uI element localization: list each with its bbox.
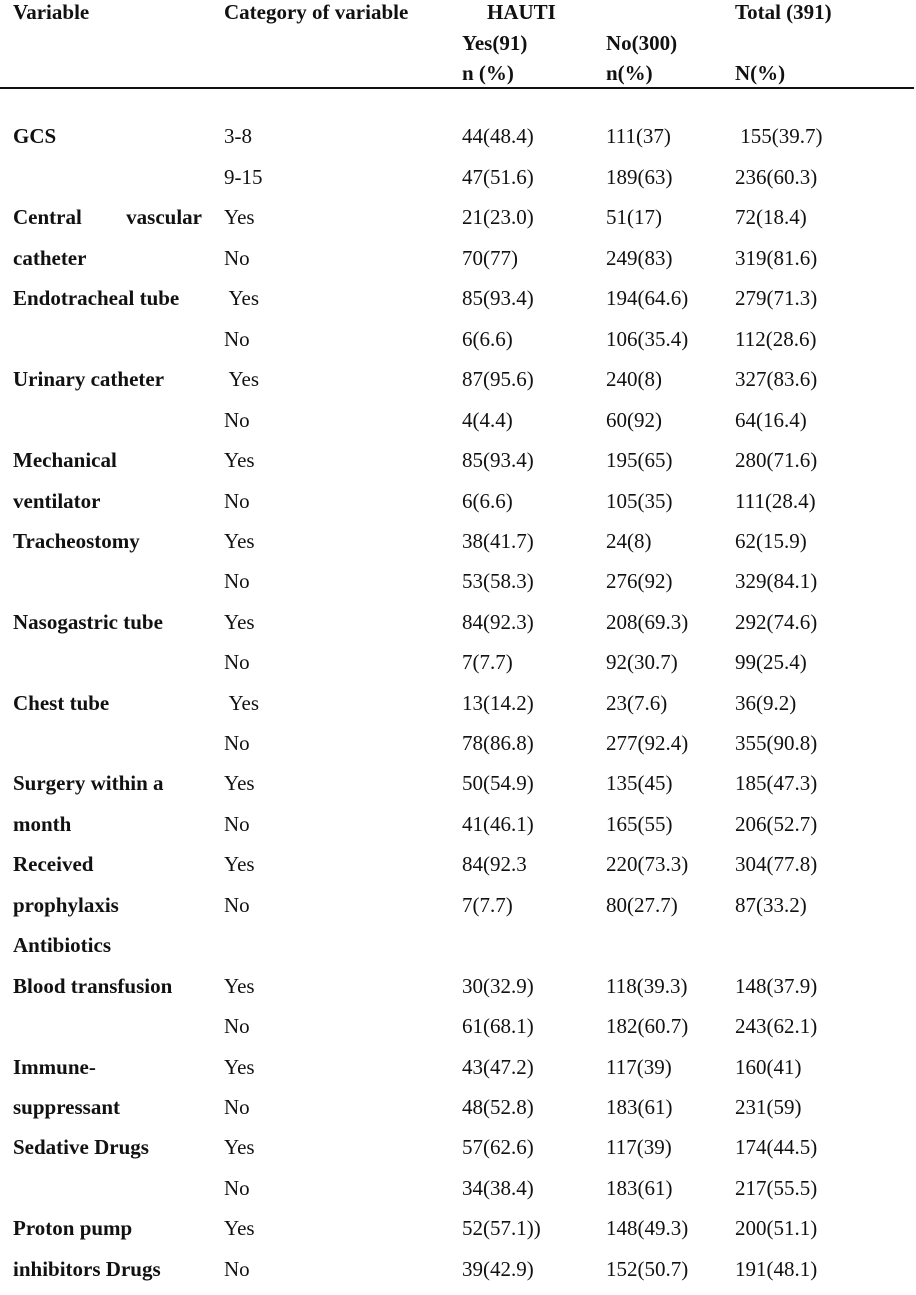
table-row <box>0 487 916 527</box>
total-cell: 217(55.5) <box>735 1176 818 1200</box>
variable-cell: Endotracheal tube <box>13 286 180 310</box>
total-cell: 185(47.3) <box>735 771 818 795</box>
hauti-no-cell: 277(92.4) <box>606 731 689 755</box>
hauti-no-cell: 220(73.3) <box>606 852 689 876</box>
table-row <box>0 931 916 971</box>
category-cell: 9-15 <box>224 165 263 189</box>
total-cell: 200(51.1) <box>735 1216 818 1240</box>
hauti-no-cell: 135(45) <box>606 771 673 795</box>
hauti-yes-cell: 43(47.2) <box>462 1055 534 1079</box>
total-cell: 243(62.1) <box>735 1014 818 1038</box>
category-cell: Yes <box>224 691 260 715</box>
hauti-no-cell: 51(17) <box>606 205 662 229</box>
hauti-no-cell: 165(55) <box>606 812 673 836</box>
total-cell: 99(25.4) <box>735 650 807 674</box>
total-cell: 155(39.7) <box>735 124 823 148</box>
table-row <box>0 244 916 284</box>
table-row <box>0 1214 916 1254</box>
hauti-yes-cell: 52(57.1)) <box>462 1216 541 1240</box>
hauti-no-cell: 208(69.3) <box>606 610 689 634</box>
hauti-yes-cell: 57(62.6) <box>462 1135 534 1159</box>
variable-cell: GCS <box>13 124 57 148</box>
hauti-no-cell: 148(49.3) <box>606 1216 689 1240</box>
total-cell: 236(60.3) <box>735 165 818 189</box>
category-cell: Yes <box>224 1216 255 1240</box>
hauti-no-cell: 276(92) <box>606 569 673 593</box>
table-row <box>0 850 916 890</box>
category-cell: 3-8 <box>224 124 252 148</box>
hauti-yes-cell: 48(52.8) <box>462 1095 534 1119</box>
header-hauti: HAUTI <box>487 0 556 24</box>
hauti-yes-cell: 30(32.9) <box>462 974 534 998</box>
total-cell: 72(18.4) <box>735 205 807 229</box>
hauti-no-cell: 24(8) <box>606 529 652 553</box>
header-yes: Yes(91) <box>462 31 528 55</box>
hauti-no-cell: 80(27.7) <box>606 893 678 917</box>
hauti-yes-cell: 6(6.6) <box>462 327 513 351</box>
variable-cell: Proton pump <box>13 1216 133 1240</box>
total-cell: 36(9.2) <box>735 691 797 715</box>
table-row <box>0 527 916 567</box>
hauti-yes-cell: 7(7.7) <box>462 893 513 917</box>
hauti-yes-cell: 21(23.0) <box>462 205 534 229</box>
hauti-no-cell: 194(64.6) <box>606 286 689 310</box>
table-row <box>0 1012 916 1052</box>
hauti-yes-cell: 78(86.8) <box>462 731 534 755</box>
table-row <box>0 567 916 607</box>
table-row <box>0 769 916 809</box>
variable-word: Central <box>13 205 82 229</box>
total-cell: 64(16.4) <box>735 408 807 432</box>
hauti-no-cell: 105(35) <box>606 489 673 513</box>
total-cell: 174(44.5) <box>735 1135 818 1159</box>
hauti-yes-cell: 13(14.2) <box>462 691 534 715</box>
header-total-unit: N(%) <box>735 61 786 85</box>
table-row <box>0 325 916 365</box>
total-cell: 304(77.8) <box>735 852 818 876</box>
variable-cell: Urinary catheter <box>13 367 165 391</box>
hauti-yes-cell: 41(46.1) <box>462 812 534 836</box>
category-cell: Yes <box>224 205 255 229</box>
table-row <box>0 284 916 324</box>
category-cell: No <box>224 731 250 755</box>
hauti-yes-cell: 85(93.4) <box>462 286 534 310</box>
variable-cell: inhibitors Drugs <box>13 1257 161 1281</box>
hauti-yes-cell: 70(77) <box>462 246 518 270</box>
total-cell: 292(74.6) <box>735 610 818 634</box>
header-category: Category of variable <box>224 0 409 24</box>
table-row <box>0 365 916 405</box>
hauti-no-cell: 106(35.4) <box>606 327 689 351</box>
variable-cell: Tracheostomy <box>13 529 140 553</box>
hauti-no-cell: 152(50.7) <box>606 1257 689 1281</box>
hauti-yes-cell: 84(92.3) <box>462 610 534 634</box>
table-row <box>0 163 916 203</box>
category-cell: No <box>224 246 250 270</box>
table-row <box>0 122 916 162</box>
table-row <box>0 810 916 850</box>
total-cell: 112(28.6) <box>735 327 817 351</box>
hauti-yes-cell: 38(41.7) <box>462 529 534 553</box>
category-cell: Yes <box>224 771 255 795</box>
category-cell: Yes <box>224 367 260 391</box>
total-cell: 191(48.1) <box>735 1257 818 1281</box>
hauti-yes-cell: 84(92.3 <box>462 852 527 876</box>
total-cell: 87(33.2) <box>735 893 807 917</box>
hauti-no-cell: 117(39) <box>606 1135 672 1159</box>
category-cell: No <box>224 1014 250 1038</box>
header-no-unit: n(%) <box>606 61 653 85</box>
hauti-no-cell: 60(92) <box>606 408 662 432</box>
table-row <box>0 1053 916 1093</box>
hauti-no-cell: 23(7.6) <box>606 691 668 715</box>
variable-cell: Mechanical <box>13 448 117 472</box>
table-row <box>0 406 916 446</box>
table-row <box>0 446 916 486</box>
variable-cell: Chest tube <box>13 691 110 715</box>
total-cell: 62(15.9) <box>735 529 807 553</box>
variable-cell <box>13 203 202 231</box>
category-cell: No <box>224 1257 250 1281</box>
hauti-yes-cell: 61(68.1) <box>462 1014 534 1038</box>
hauti-yes-cell: 85(93.4) <box>462 448 534 472</box>
header-no: No(300) <box>606 31 678 55</box>
variable-cell: Received <box>13 852 94 876</box>
category-cell: Yes <box>224 610 255 634</box>
category-cell: Yes <box>224 852 255 876</box>
category-cell: No <box>224 327 250 351</box>
category-cell: Yes <box>224 1135 255 1159</box>
category-cell: No <box>224 569 250 593</box>
hauti-yes-cell: 47(51.6) <box>462 165 534 189</box>
total-cell: 160(41) <box>735 1055 802 1079</box>
variable-cell: Surgery within a <box>13 771 164 795</box>
variable-cell: catheter <box>13 246 87 270</box>
total-cell: 329(84.1) <box>735 569 818 593</box>
hauti-no-cell: 183(61) <box>606 1095 673 1119</box>
total-cell: 355(90.8) <box>735 731 818 755</box>
hauti-no-cell: 189(63) <box>606 165 673 189</box>
table-row <box>0 648 916 688</box>
hauti-yes-cell: 39(42.9) <box>462 1257 534 1281</box>
total-cell: 206(52.7) <box>735 812 818 836</box>
header-yes-unit: n (%) <box>462 61 514 85</box>
total-cell: 279(71.3) <box>735 286 818 310</box>
hauti-yes-cell: 6(6.6) <box>462 489 513 513</box>
header-total: Total (391) <box>735 0 832 24</box>
hauti-yes-cell: 87(95.6) <box>462 367 534 391</box>
table-row <box>0 1255 916 1295</box>
hauti-yes-cell: 7(7.7) <box>462 650 513 674</box>
hauti-no-cell: 118(39.3) <box>606 974 688 998</box>
table-row <box>0 608 916 648</box>
header-rule <box>0 87 914 89</box>
table-row <box>0 1133 916 1173</box>
category-cell: Yes <box>224 448 255 472</box>
category-cell: No <box>224 812 250 836</box>
category-cell: No <box>224 893 250 917</box>
table-row <box>0 972 916 1012</box>
variable-cell: month <box>13 812 72 836</box>
category-cell: Yes <box>224 1055 255 1079</box>
variable-cell: Sedative Drugs <box>13 1135 149 1159</box>
variable-cell: ventilator <box>13 489 101 513</box>
header-variable: Variable <box>13 0 90 24</box>
hauti-no-cell: 117(39) <box>606 1055 672 1079</box>
hauti-yes-cell: 4(4.4) <box>462 408 513 432</box>
total-cell: 280(71.6) <box>735 448 818 472</box>
total-cell: 327(83.6) <box>735 367 818 391</box>
category-cell: Yes <box>224 974 255 998</box>
hauti-no-cell: 249(83) <box>606 246 673 270</box>
table-row <box>0 689 916 729</box>
table-row <box>0 203 916 243</box>
hauti-no-cell: 182(60.7) <box>606 1014 689 1038</box>
variable-cell: Nasogastric tube <box>13 610 163 634</box>
hauti-no-cell: 240(8) <box>606 367 662 391</box>
category-cell: Yes <box>224 286 260 310</box>
hauti-yes-cell: 53(58.3) <box>462 569 534 593</box>
table-row <box>0 1174 916 1214</box>
hauti-no-cell: 92(30.7) <box>606 650 678 674</box>
variable-cell: Blood transfusion <box>13 974 173 998</box>
category-cell: No <box>224 1176 250 1200</box>
table-row <box>0 891 916 931</box>
category-cell: No <box>224 489 250 513</box>
total-cell: 111(28.4) <box>735 489 816 513</box>
variable-word: vascular <box>126 205 202 229</box>
total-cell: 319(81.6) <box>735 246 818 270</box>
variable-cell: Antibiotics <box>13 933 112 957</box>
category-cell: Yes <box>224 529 255 553</box>
total-cell: 231(59) <box>735 1095 802 1119</box>
variable-cell: Immune- <box>13 1055 96 1079</box>
hauti-yes-cell: 44(48.4) <box>462 124 534 148</box>
category-cell: No <box>224 408 250 432</box>
total-cell: 148(37.9) <box>735 974 818 998</box>
category-cell: No <box>224 1095 250 1119</box>
table-row <box>0 729 916 769</box>
variable-cell: prophylaxis <box>13 893 119 917</box>
hauti-yes-cell: 50(54.9) <box>462 771 534 795</box>
table-row <box>0 1093 916 1133</box>
hauti-no-cell: 195(65) <box>606 448 673 472</box>
hauti-yes-cell: 34(38.4) <box>462 1176 534 1200</box>
variable-cell: suppressant <box>13 1095 120 1119</box>
hauti-no-cell: 183(61) <box>606 1176 673 1200</box>
category-cell: No <box>224 650 250 674</box>
hauti-no-cell: 111(37) <box>606 124 671 148</box>
